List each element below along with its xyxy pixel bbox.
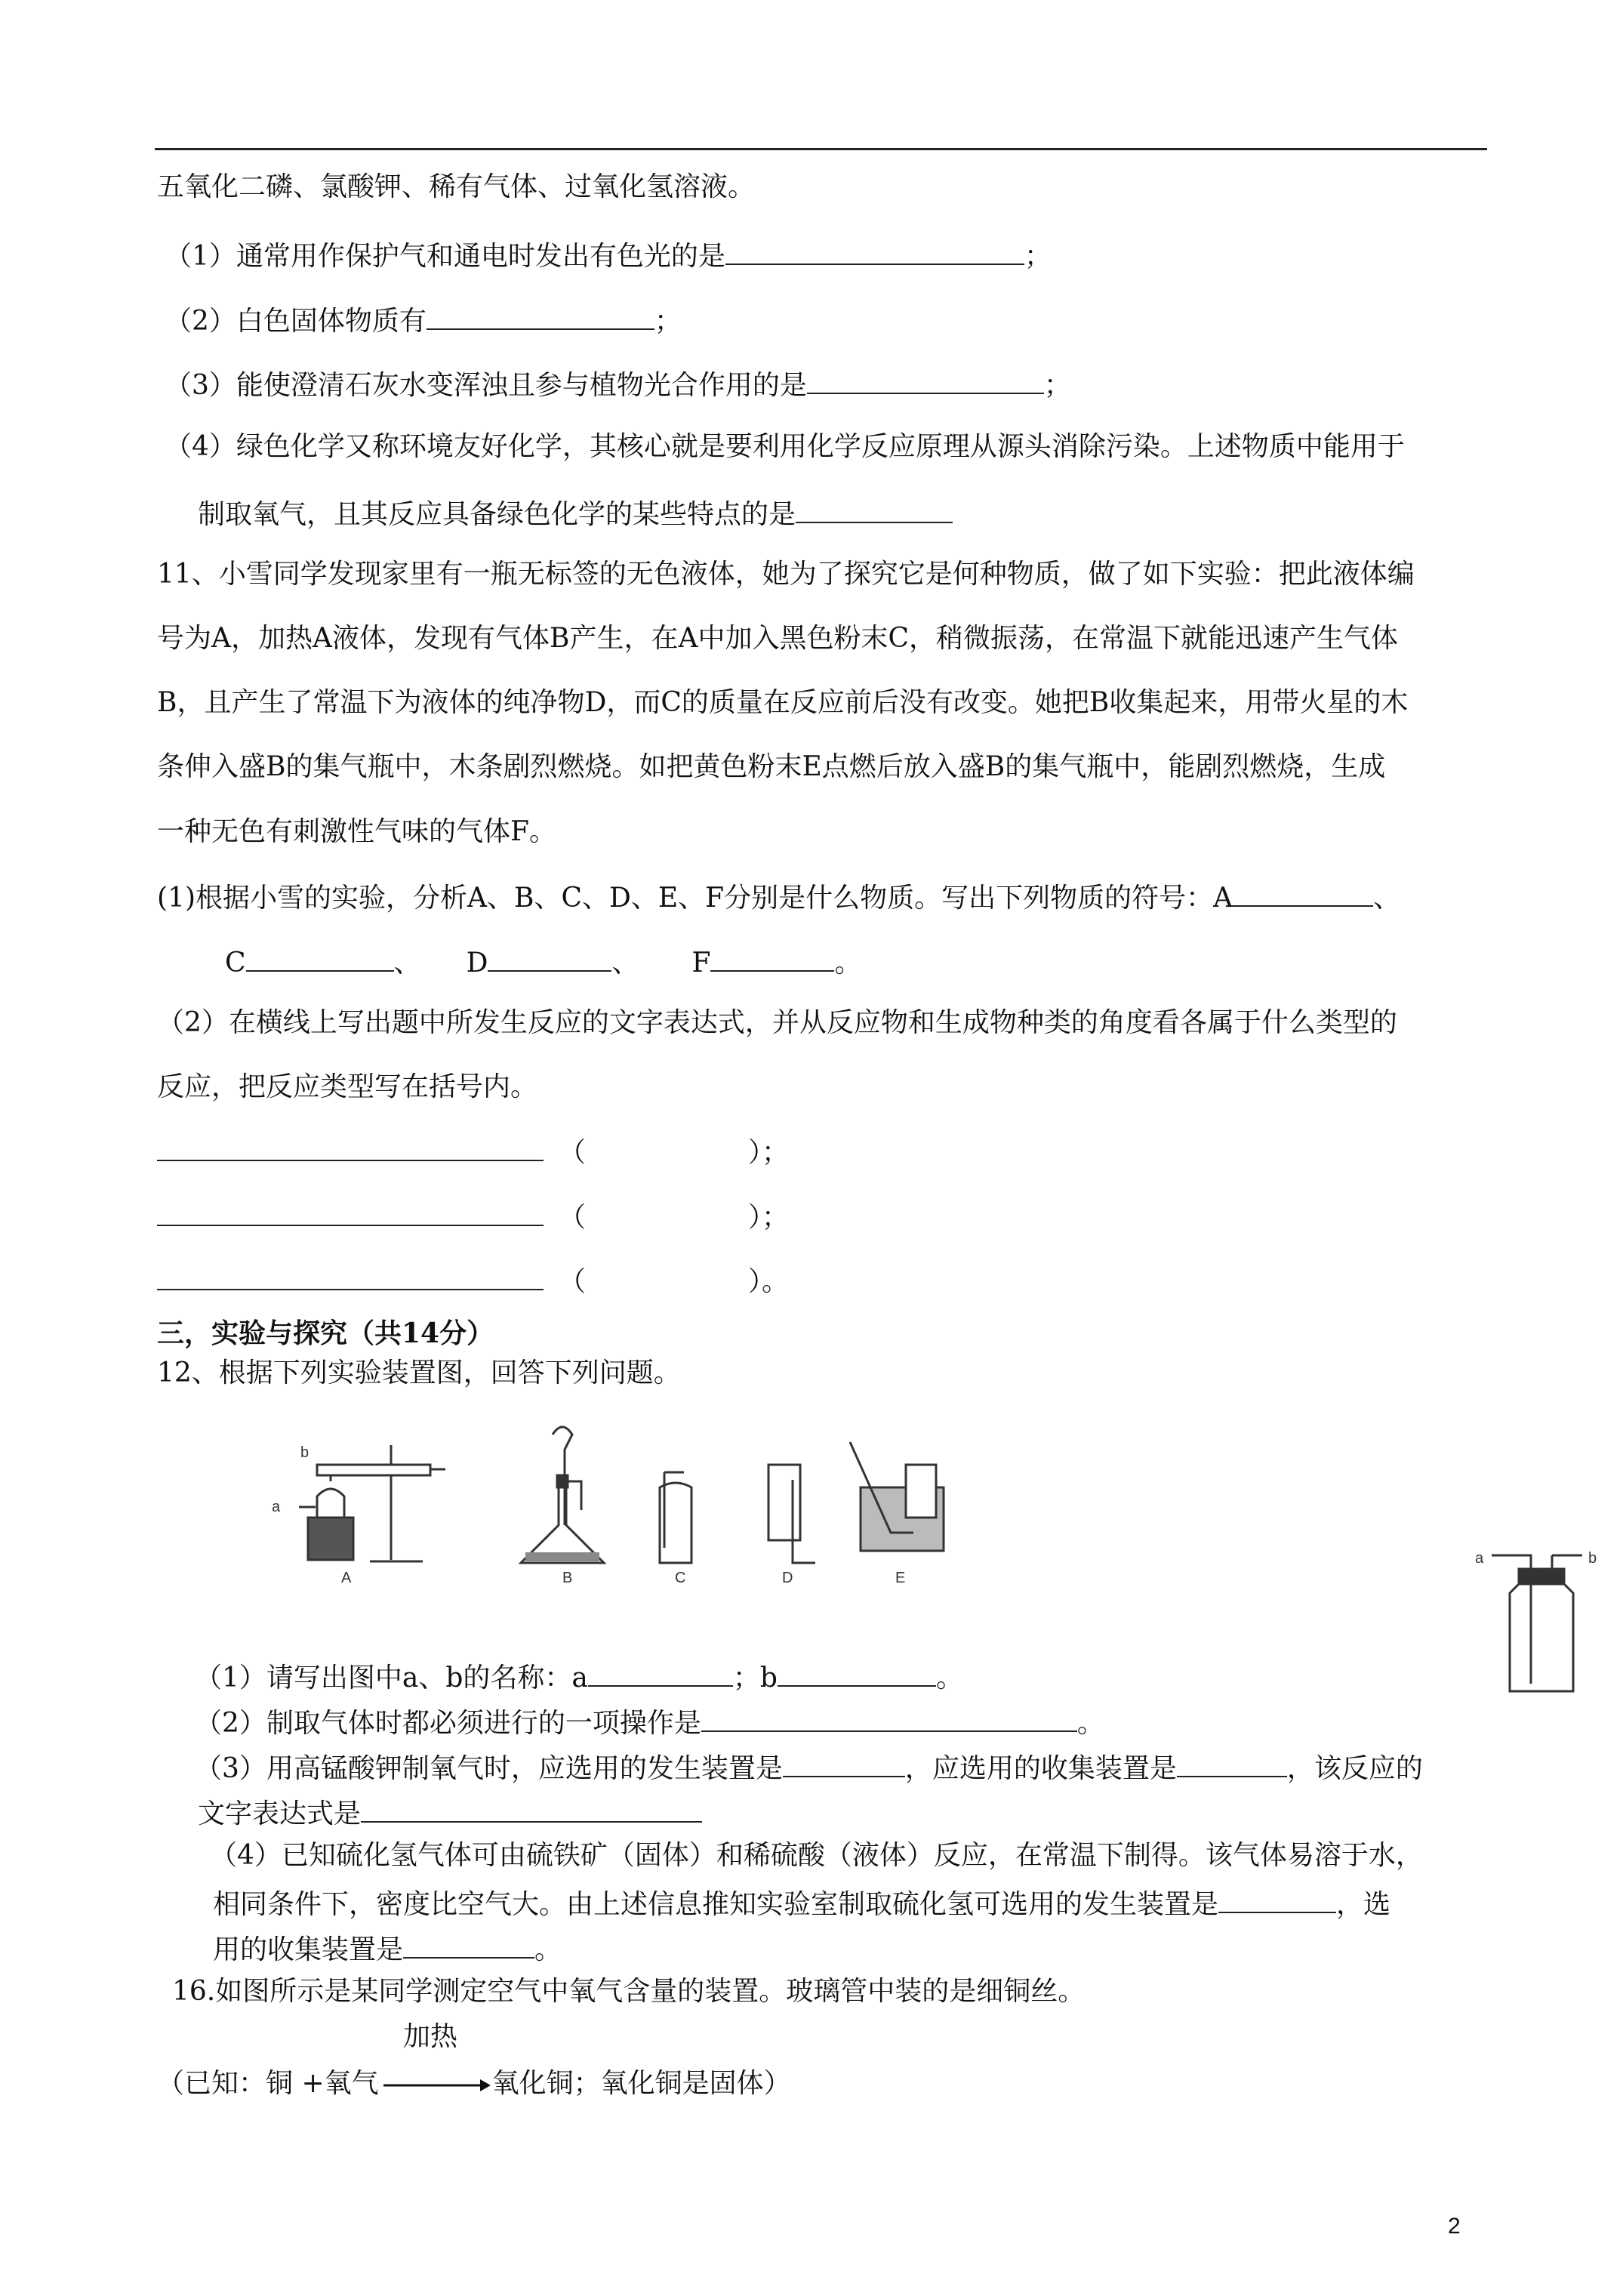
q12-item-1: （1）请写出图中a、b的名称：a ；b 。 <box>195 1658 963 1695</box>
apparatus-figure <box>272 1412 1072 1586</box>
apparatus-e <box>850 1442 944 1551</box>
label-a: A <box>341 1570 352 1586</box>
answer-blank-generator[interactable] <box>1218 1885 1336 1913</box>
answer-blank-equation[interactable] <box>361 1794 702 1823</box>
page-number: 2 <box>1448 2214 1461 2239</box>
answer-blank-f[interactable] <box>710 943 834 972</box>
reaction-blank[interactable] <box>157 1262 544 1290</box>
answer-blank[interactable] <box>807 365 1044 394</box>
q12-item-3: （3）用高锰酸钾制氧气时，应选用的发生装置是 ，应选用的收集装置是 ，该反应的 <box>195 1749 1423 1786</box>
reaction-blank[interactable] <box>157 1133 544 1161</box>
label-c: C <box>675 1570 686 1586</box>
answer-blank[interactable] <box>725 236 1024 265</box>
answer-blank-collector[interactable] <box>1177 1749 1287 1777</box>
q11-part1-line2: C 、 D 、 F 。 <box>225 943 861 980</box>
q12-item-4: （4）已知硫化氢气体可由硫铁矿（固体）和稀硫酸（液体）反应，在常温下制得。该气体易溶于水， <box>210 1840 1423 1871</box>
label-b: B <box>562 1570 573 1586</box>
answer-blank-a[interactable] <box>1233 878 1373 907</box>
q11-line-1: 11、小雪同学发现家里有一瓶无标签的无色液体，她为了探究它是何种物质，做了如下实验：把此液体编 <box>157 559 1415 590</box>
label-e: E <box>895 1570 906 1586</box>
bottle-label-b: b <box>1588 1550 1597 1567</box>
heat-label: 加热 <box>403 2021 458 2052</box>
q10-item-4-cont: 制取氧气，且其反应具备绿色化学的某些特点的是 <box>198 495 953 532</box>
reaction-blank[interactable] <box>157 1197 544 1226</box>
answer-blank-a[interactable] <box>588 1658 733 1687</box>
apparatus-b <box>521 1427 604 1563</box>
apparatus-c <box>660 1472 691 1563</box>
q11-part1-line1: (1)根据小雪的实验，分析A、B、C、D、E、F分别是什么物质。写出下列物质的符号：A 、 <box>157 878 1400 915</box>
q10-item-2: （2）白色固体物质有 ； <box>165 301 682 338</box>
q16-line: 16.如图所示是某同学测定空气中氧气含量的装置。玻璃管中装的是细铜丝。 <box>172 1976 1086 2007</box>
apparatus-d <box>768 1465 815 1563</box>
answer-blank-generator[interactable] <box>783 1749 905 1777</box>
answer-blank[interactable] <box>796 495 953 523</box>
answer-blank-c[interactable] <box>246 943 394 972</box>
q11-line-3: B，且产生了常温下为液体的纯净物D，而C的质量在反应前后没有改变。她把B收集起来，用带火星的木 <box>157 687 1409 718</box>
arrow-icon <box>379 2076 492 2094</box>
known-equation: （已知：铜 +氧气 氧化铜；氧化铜是固体） <box>157 2068 791 2099</box>
q12-item-3-cont: 文字表达式是 <box>198 1794 702 1831</box>
svg-text:b: b <box>300 1444 310 1461</box>
gas-bottle-figure <box>1472 1548 1608 1699</box>
q12-item-2: （2）制取气体时都必须进行的一项操作是 。 <box>195 1703 1104 1740</box>
answer-blank-b[interactable] <box>778 1658 936 1687</box>
q11-part2-line2: 反应，把反应类型写在括号内。 <box>157 1071 538 1102</box>
apparatus-a <box>299 1445 445 1561</box>
svg-text:a: a <box>272 1499 281 1515</box>
q11-line-4: 条伸入盛B的集气瓶中，木条剧烈燃烧。如把黄色粉末E点燃后放入盛B的集气瓶中，能剧烈燃烧，生成 <box>157 751 1386 782</box>
reaction-arrow <box>379 2072 492 2099</box>
q11-line-5: 一种无色有刺激性气味的气体F。 <box>157 816 556 847</box>
q10-item-4: （4）绿色化学又称环境友好化学，其核心就是要利用化学反应原理从源头消除污染。上述物质中能用于 <box>165 431 1405 462</box>
answer-blank[interactable] <box>427 301 654 330</box>
answer-blank-d[interactable] <box>488 943 611 972</box>
header-text: 五氧化二磷、氯酸钾、稀有气体、过氧化氢溶液。 <box>157 171 756 202</box>
answer-blank[interactable] <box>701 1703 1077 1732</box>
header-rule <box>155 148 1487 150</box>
q10-item-3: （3）能使澄清石灰水变浑浊且参与植物光合作用的是 ； <box>165 365 1071 402</box>
q12-item-4-line2: 相同条件下，密度比空气大。由上述信息推知实验室制取硫化氢可选用的发生装置是 ，选 <box>213 1885 1390 1922</box>
answer-blank-collector[interactable] <box>403 1930 534 1959</box>
section-title: 三，实验与探究（共14分） <box>157 1318 494 1349</box>
q12-intro: 12、根据下列实验装置图，回答下列问题。 <box>157 1358 681 1388</box>
reaction-row: （ ）。 <box>157 1262 789 1299</box>
label-d: D <box>782 1570 793 1586</box>
bottle-label-a: a <box>1475 1550 1484 1567</box>
q11-part2-line1: （2）在横线上写出题中所发生反应的文字表达式，并从反应物和生成物种类的角度看各属于什么类型的 <box>157 1007 1397 1038</box>
q11-line-2: 号为A，加热A液体，发现有气体B产生，在A中加入黑色粉末C，稍微振荡，在常温下就能迅速产生气体 <box>157 623 1398 654</box>
q12-item-4-line3: 用的收集装置是 。 <box>213 1930 562 1967</box>
reaction-row: （ ）； <box>157 1133 789 1170</box>
q10-item-1: （1）通常用作保护气和通电时发出有色光的是 ； <box>165 236 1052 273</box>
reaction-row: （ ）； <box>157 1197 789 1234</box>
